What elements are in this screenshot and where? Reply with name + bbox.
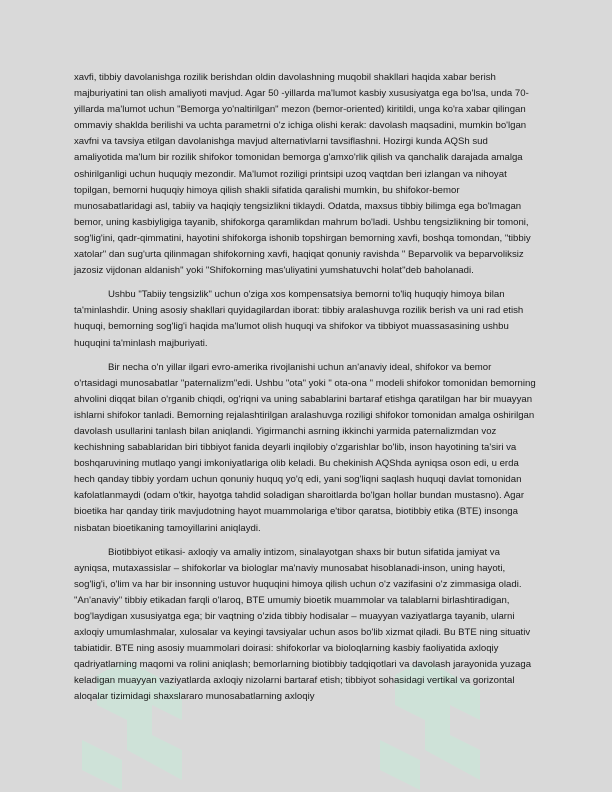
paragraph-1: xavfi, tibbiy davolanishga rozilik berishdan oldin davolashning muqobil shakllari haqida xabar berish majburiyatini tan olish amaliyoti mavjud. Agar 50 -yillarda ma'lumot kasbiy xususiyatga ega bo'lsa, unda 70-yillarda ma'lumot uchun "Bemorga yo'naltirilgan" mezon (bemor-oriented) kiritildi, unga ko'ra xabar qilingan ommaviy shaklda berilishi va uchta parametrni o'z ichiga olishi kerak: davolash maqsadini, mumkin bo'lgan xavfni va tavsiya etilgan davolanishga mavjud alternativlarni tavsiflashni. Hozirgi kunda AQSh sud amaliyotida ma'lum bir rozilik shifokor tomonidan bemorga g'amxo'rlik qilish va qanchalik darajada amalga oshirilganligi uchun huquqiy mezondir. Ma'lumot roziligi printsipi uzoq vaqtdan beri izlangan va nihoyat topilgan, bemorni huquqiy himoya qilish shakli sifatida qaralishi mumkin, bu shifokor-bemor munosabatlaridagi asl, tabiiy va haqiqiy tengsizlikni tiklaydi. Odatda, maxsus tibbiy bilimga ega bo'lmagan bemor, uning kasbiyligiga tayanib, shifokorga qaramlikdan mahrum bo'ladi. Ushbu tengsizlikning bir tomoni, sog'lig'ini, qadr-qimmatini, hayotini shifokorga ishonib topshirgan bemorning xavfi, boshqa tomondan, "tibbiy xatolar" dan sug'urta qilinmagan shifokorning xavfi, haqiqat qonuniy ravishda " Beparvolik va beparvoliksiz jazosiz vijdonan aldanish" yoki "Shifokorning mas'uliyatini yumshatuvchi holat"deb baholanadi. — [74, 72, 531, 277]
paragraph-4: Biotibbiyot etikasi- axloqiy va amaliy intizom, sinalayotgan shaxs bir butun sifatida jamiyat va ayniqsa, mutaxassislar – shifokorlar va biologlar ma'naviy munosabat hisoblanadi-inson, uning hayoti, sog'lig'i, o'lim va har bir insonning ustuvor huquqini himoya qilish uchun o'z vazifasini o'z zimmasiga oladi. "An'anaviy" tibbiy etikadan farqli o'laroq, BTE umumiy bioetik muammolar va talablarni birlashtiradigan, bog'laydigan xususiyatga ega; bir vaqtning o'zida tibbiy hodisalar – muayyan vaziyatlarga tayanib, ularni axloqiy umumlashmalar, xulosalar va keyingi tavsiyalar uchun asos bo'lib xizmat qiladi. Bu BTE ning situativ tabiatidir. BTE ning asosiy muammolari doirasi: shifokorlar va bioloqlarning kasbiy faoliyatida axloqiy qadriyatlarning maqomi va rolini aniqlash; bemorlarning biotibbiy tadqiqotlari va davolash jarayonida yuzaga keladigan muayyan vaziyatlarda axloqiy nizolarni bartaraf etish; tibbiyot sohasidagi vertikal va gorizontal aloqalar tizimidagi shaxslararo munosabatlarning axloqiy — [74, 546, 532, 703]
paragraph-2: Ushbu "Tabiiy tengsizlik" uchun o'ziga xos kompensatsiya bemorni to'liq huquqiy himoya bilan ta'minlashdir. Uning asosiy shakllari quyidagilardan iborat: tibbiy aralashuvga rozilik berish va uni rad etish huquqi, bemorning sog'lig'i haqida ma'lumot olish huquqi va shifokor va tibbiyot muassasasining ushbu huquqini ta'minlash majburiyati. — [74, 289, 524, 349]
paragraph-3: Bir necha o'n yillar ilgari evro-amerika rivojlanishi uchun an'anaviy ideal, shifokor va bemor o'rtasidagi munosabatlar "paternalizm"edi. Ushbu "ota" yoki " ota-ona " modeli shifokor tomonidan bemorning ahvolini diqqat bilan o'rganib chiqdi, og'riqni va uning sabablarini bartaraf etishga qaratilgan har bir muayyan ishlarni shifokor tanladi. Bemorning rejalashtirilgan aralashuvga roziligi shifokor tomonidan amalga oshirilgan davolash usullarini tanlash bilan aniqlandi. Yigirmanchi asrning ikkinchi yarmida paternalizmdan voz kechishning sabablaridan biri tibbiyot fanida deyarli inqilobiy o'zgarishlar bo'lib, inson hayotining ta'siri va boshqaruvining mutlaqo yangi imkoniyatlariga olib keladi. Bu chekinish AQShda ayniqsa oson edi, u erda hech qanday tibbiy yordam uchun qonuniy huquq yo'q edi, yani sog'liqni saqlash huquqi davlat tomonidan kafolatlanmaydi (odam o'tkir, hayotga tahdid soladigan sharoitlarda bo'lgan hollar bundan mustasno). Agar bioetika har qanday tirik mavjudotning hayot muammolariga e'tibor qaratsa, biotibbiy etika (BTE) insonga nisbatan bioetikaning tamoyillarini aniqlaydi. — [74, 361, 536, 534]
document-body — [74, 70, 536, 714]
